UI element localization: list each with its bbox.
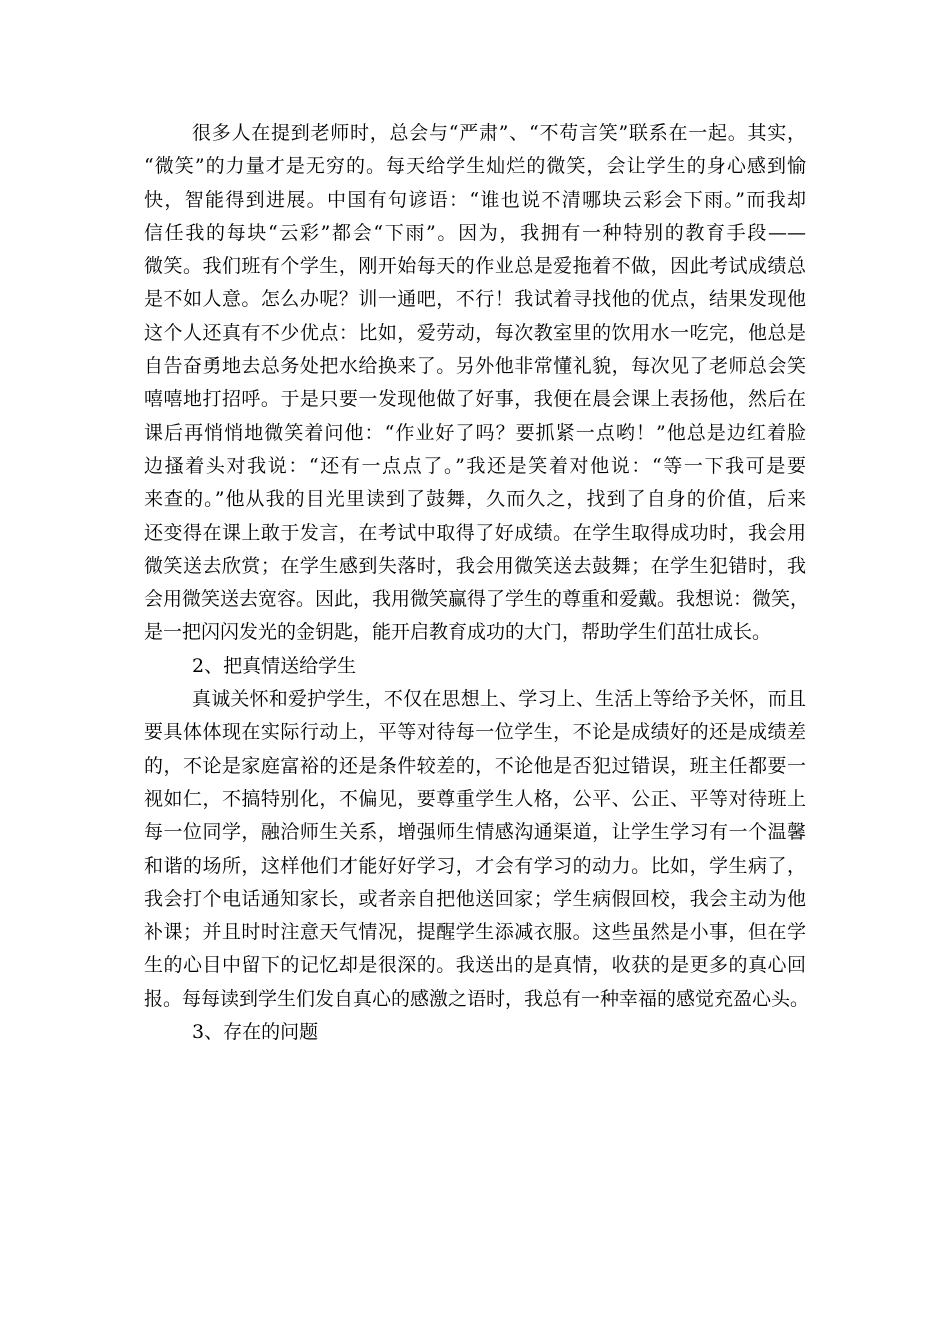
text-line: 微笑送去欣赏；在学生感到失落时，我会用微笑送去鼓舞；在学生犯错时，我 xyxy=(144,554,806,577)
text-line: 3、存在的问题 xyxy=(192,1021,319,1044)
text-line: 视如仁，不搞特别化，不偏见，要尊重学生人格，公平、公正、平等对待班上 xyxy=(144,787,806,810)
text-line: 报。每每读到学生们发自真心的感激之语时，我总有一种幸福的感觉充盈心头。 xyxy=(144,987,810,1010)
text-line: 课后再悄悄地微笑着问他：“作业好了吗？要抓紧一点哟！”他总是边红着脸 xyxy=(144,421,806,444)
text-line: 生的心目中留下的记忆却是很深的。我送出的是真情，收获的是更多的真心回 xyxy=(144,954,806,977)
text-line: 的，不论是家庭富裕的还是条件较差的，不论他是否犯过错误，班主任都要一 xyxy=(144,754,806,777)
text-line: 是不如人意。怎么办呢？训一通吧，不行！我试着寻找他的优点，结果发现他 xyxy=(144,288,806,311)
text-line: 2、把真情送给学生 xyxy=(192,654,357,677)
text-line: 这个人还真有不少优点：比如，爱劳动，每次教室里的饮用水一吃完，他总是 xyxy=(144,321,806,344)
text-line: 信任我的每块“云彩”都会“下雨”。因为，我拥有一种特别的教育手段—— xyxy=(144,221,806,244)
text-line: 我会打个电话通知家长，或者亲自把他送回家；学生病假回校，我会主动为他 xyxy=(144,887,806,910)
text-line: “微笑”的力量才是无穷的。每天给学生灿烂的微笑，会让学生的身心感到愉 xyxy=(144,155,806,178)
text-line: 还变得在课上敢于发言，在考试中取得了好成绩。在学生取得成功时，我会用 xyxy=(144,521,806,544)
text-line: 很多人在提到老师时，总会与“严肃”、“不苟言笑”联系在一起。其实， xyxy=(192,122,806,144)
text-line: 快，智能得到进展。中国有句谚语：“谁也说不清哪块云彩会下雨。”而我却 xyxy=(144,188,806,211)
text-line: 自告奋勇地去总务处把水给换来了。另外他非常懂礼貌，每次见了老师总会笑 xyxy=(144,355,806,378)
document-body xyxy=(144,117,810,1049)
text-line: 边搔着头对我说：“还有一点点了。”我还是笑着对他说：“等一下我可是要 xyxy=(144,454,806,477)
text-line: 和谐的场所，这样他们才能好好学习，才会有学习的动力。比如，学生病了， xyxy=(144,854,806,877)
text-line: 真诚关怀和爱护学生，不仅在思想上、学习上、生活上等给予关怀，而且 xyxy=(192,688,806,711)
text-line: 来查的。”他从我的目光里读到了鼓舞，久而久之，找到了自身的价值，后来 xyxy=(144,488,806,511)
text-line: 补课；并且时时注意天气情况，提醒学生添减衣服。这些虽然是小事，但在学 xyxy=(144,921,806,944)
text-line: 每一位同学，融洽师生关系，增强师生情感沟通渠道，让学生学习有一个温馨 xyxy=(144,821,806,844)
text-line: 嘻嘻地打招呼。于是只要一发现他做了好事，我便在晨会课上表扬他，然后在 xyxy=(144,388,806,411)
text-line: 微笑。我们班有个学生，刚开始每天的作业总是爱拖着不做，因此考试成绩总 xyxy=(144,255,806,278)
text-line: 要具体体现在实际行动上，平等对待每一位学生，不论是成绩好的还是成绩差 xyxy=(144,721,806,744)
text-line: 会用微笑送去宽容。因此，我用微笑赢得了学生的尊重和爱戴。我想说：微笑， xyxy=(144,588,810,611)
text-line: 是一把闪闪发光的金钥匙，能开启教育成功的大门，帮助学生们茁壮成长。 xyxy=(144,621,772,644)
